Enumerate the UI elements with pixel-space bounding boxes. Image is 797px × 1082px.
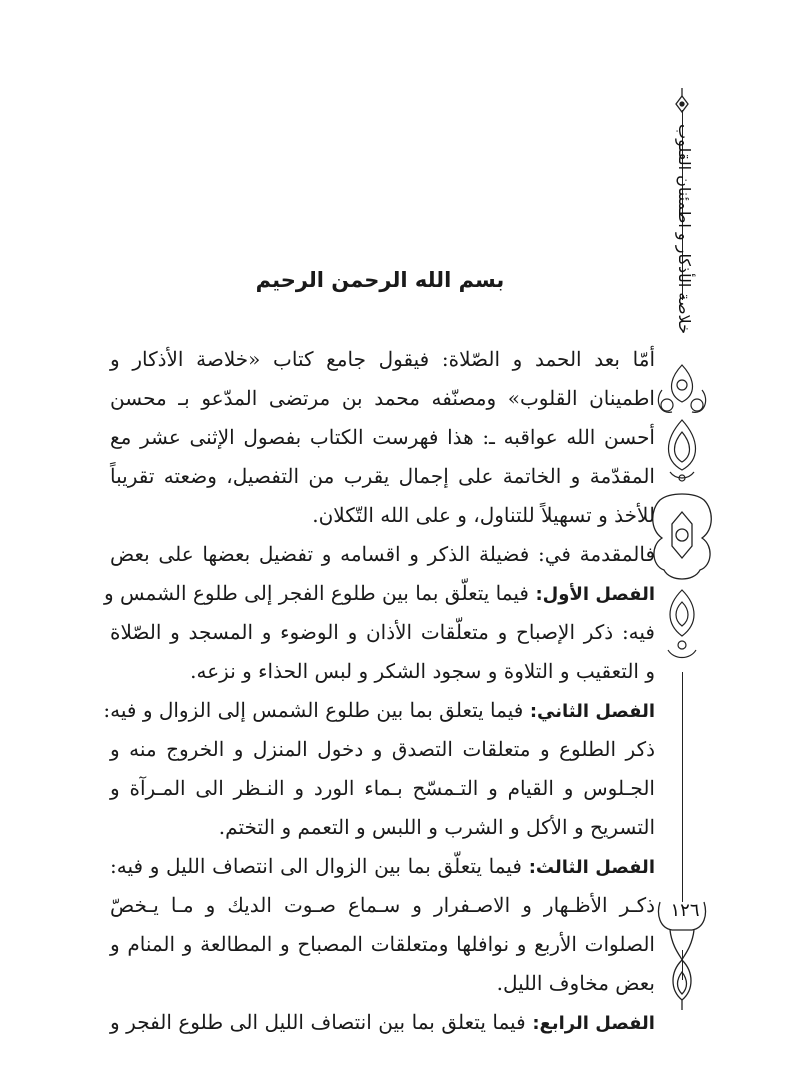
text-line <box>110 496 655 535</box>
text-line <box>110 379 655 418</box>
arch-ornament-icon <box>669 420 696 481</box>
line-text: ذكـر الأظـهار و الاصـفرار و سـماع صـوت الديك و مـا يـخصّ <box>110 893 655 917</box>
line-text: أمّا بعد الحمد و الصّلاة: فيقول جامع كتاب «خلاصة الأذكار و <box>110 347 655 371</box>
rosette-ornament-icon <box>653 494 712 579</box>
diamond-ornament-icon <box>668 590 696 658</box>
line-text: بعض مخاوف الليل. <box>496 971 655 995</box>
text-line <box>110 535 655 574</box>
chapter-heading: الفصل الثاني: <box>529 701 655 722</box>
text-line <box>110 730 655 769</box>
line-text: فيما يتعلّق بما بين طلوع الفجر إلى طلوع الشمس و <box>104 581 529 605</box>
text-line <box>110 847 655 886</box>
line-text: أحسن الله عواقبه ـ: هذا فهرست الكتاب بفصول الإثنى عشر مع <box>110 425 655 449</box>
basmala-heading: بسم الله الرحمن الرحيم <box>255 268 505 292</box>
text-line <box>110 886 655 925</box>
chapter-heading: الفصل الأول: <box>535 584 655 605</box>
line-text: للأخذ و تسهيلاً للتناول، و على الله التّكلان. <box>312 503 655 527</box>
text-line <box>110 1003 655 1042</box>
line-text: فيما يتعلّق بما بين الزوال الى انتصاف الليل و فيه: <box>110 854 522 878</box>
line-text: و التعقيب و التلاوة و سجود الشكر و لبس الحذاء و نزعه. <box>190 659 655 683</box>
text-line <box>110 652 655 691</box>
text-line <box>110 457 655 496</box>
text-line <box>104 574 655 613</box>
line-text: فيما يتعلق بما بين انتصاف الليل الى طلوع الفجر و <box>110 1010 526 1034</box>
line-text: فالمقدمة في: فضيلة الذكر و اقسامه و تفضيل بعضها على بعض <box>110 542 655 566</box>
body-text-block <box>103 340 655 1042</box>
line-text: المقدّمة و الخاتمة على إجمال يقرب من التفصيل، وضعته تقريباً <box>110 464 655 488</box>
chapter-heading: الفصل الرابع: <box>532 1013 655 1034</box>
text-line <box>103 691 655 730</box>
text-line <box>110 613 655 652</box>
line-text: فيه: ذكر الإصباح و متعلّقات الأذان و الوضوء و المسجد و الصّلاة <box>110 620 655 644</box>
text-line <box>110 808 655 847</box>
text-line <box>110 964 655 1003</box>
line-text: الجـلوس و القيام و التـمسّح بـماء الورد و النـظر الى المـرآة و <box>110 776 655 800</box>
chapter-heading: الفصل الثالث: <box>528 857 655 878</box>
floral-ornament-icon <box>658 365 705 412</box>
line-text: اطمينان القلوب» ومصنّفه محمد بن مرتضى المدّعو بـ محسن <box>110 386 655 410</box>
line-text: ذكر الطلوع و متعلقات التصدق و دخول المنزل و الخروج منه و <box>110 737 655 761</box>
text-line <box>110 418 655 457</box>
text-line <box>110 340 655 379</box>
line-text: فيما يتعلق بما بين طلوع الشمس إلى الزوال و فيه: <box>103 698 524 722</box>
line-text: التسريح و الأكل و الشرب و اللبس و التعمم و التختم. <box>218 815 655 839</box>
page-number: ١٢٦ <box>670 900 700 921</box>
text-line <box>110 925 655 964</box>
running-head: خلاصة الأذكار و اطمئنان القلوب <box>675 124 694 334</box>
top-finial-icon <box>676 88 688 112</box>
line-text: الصلوات الأربع و نوافلها ومتعلقات المصباح و المطالعة و المنام و <box>110 932 655 956</box>
text-line <box>110 769 655 808</box>
